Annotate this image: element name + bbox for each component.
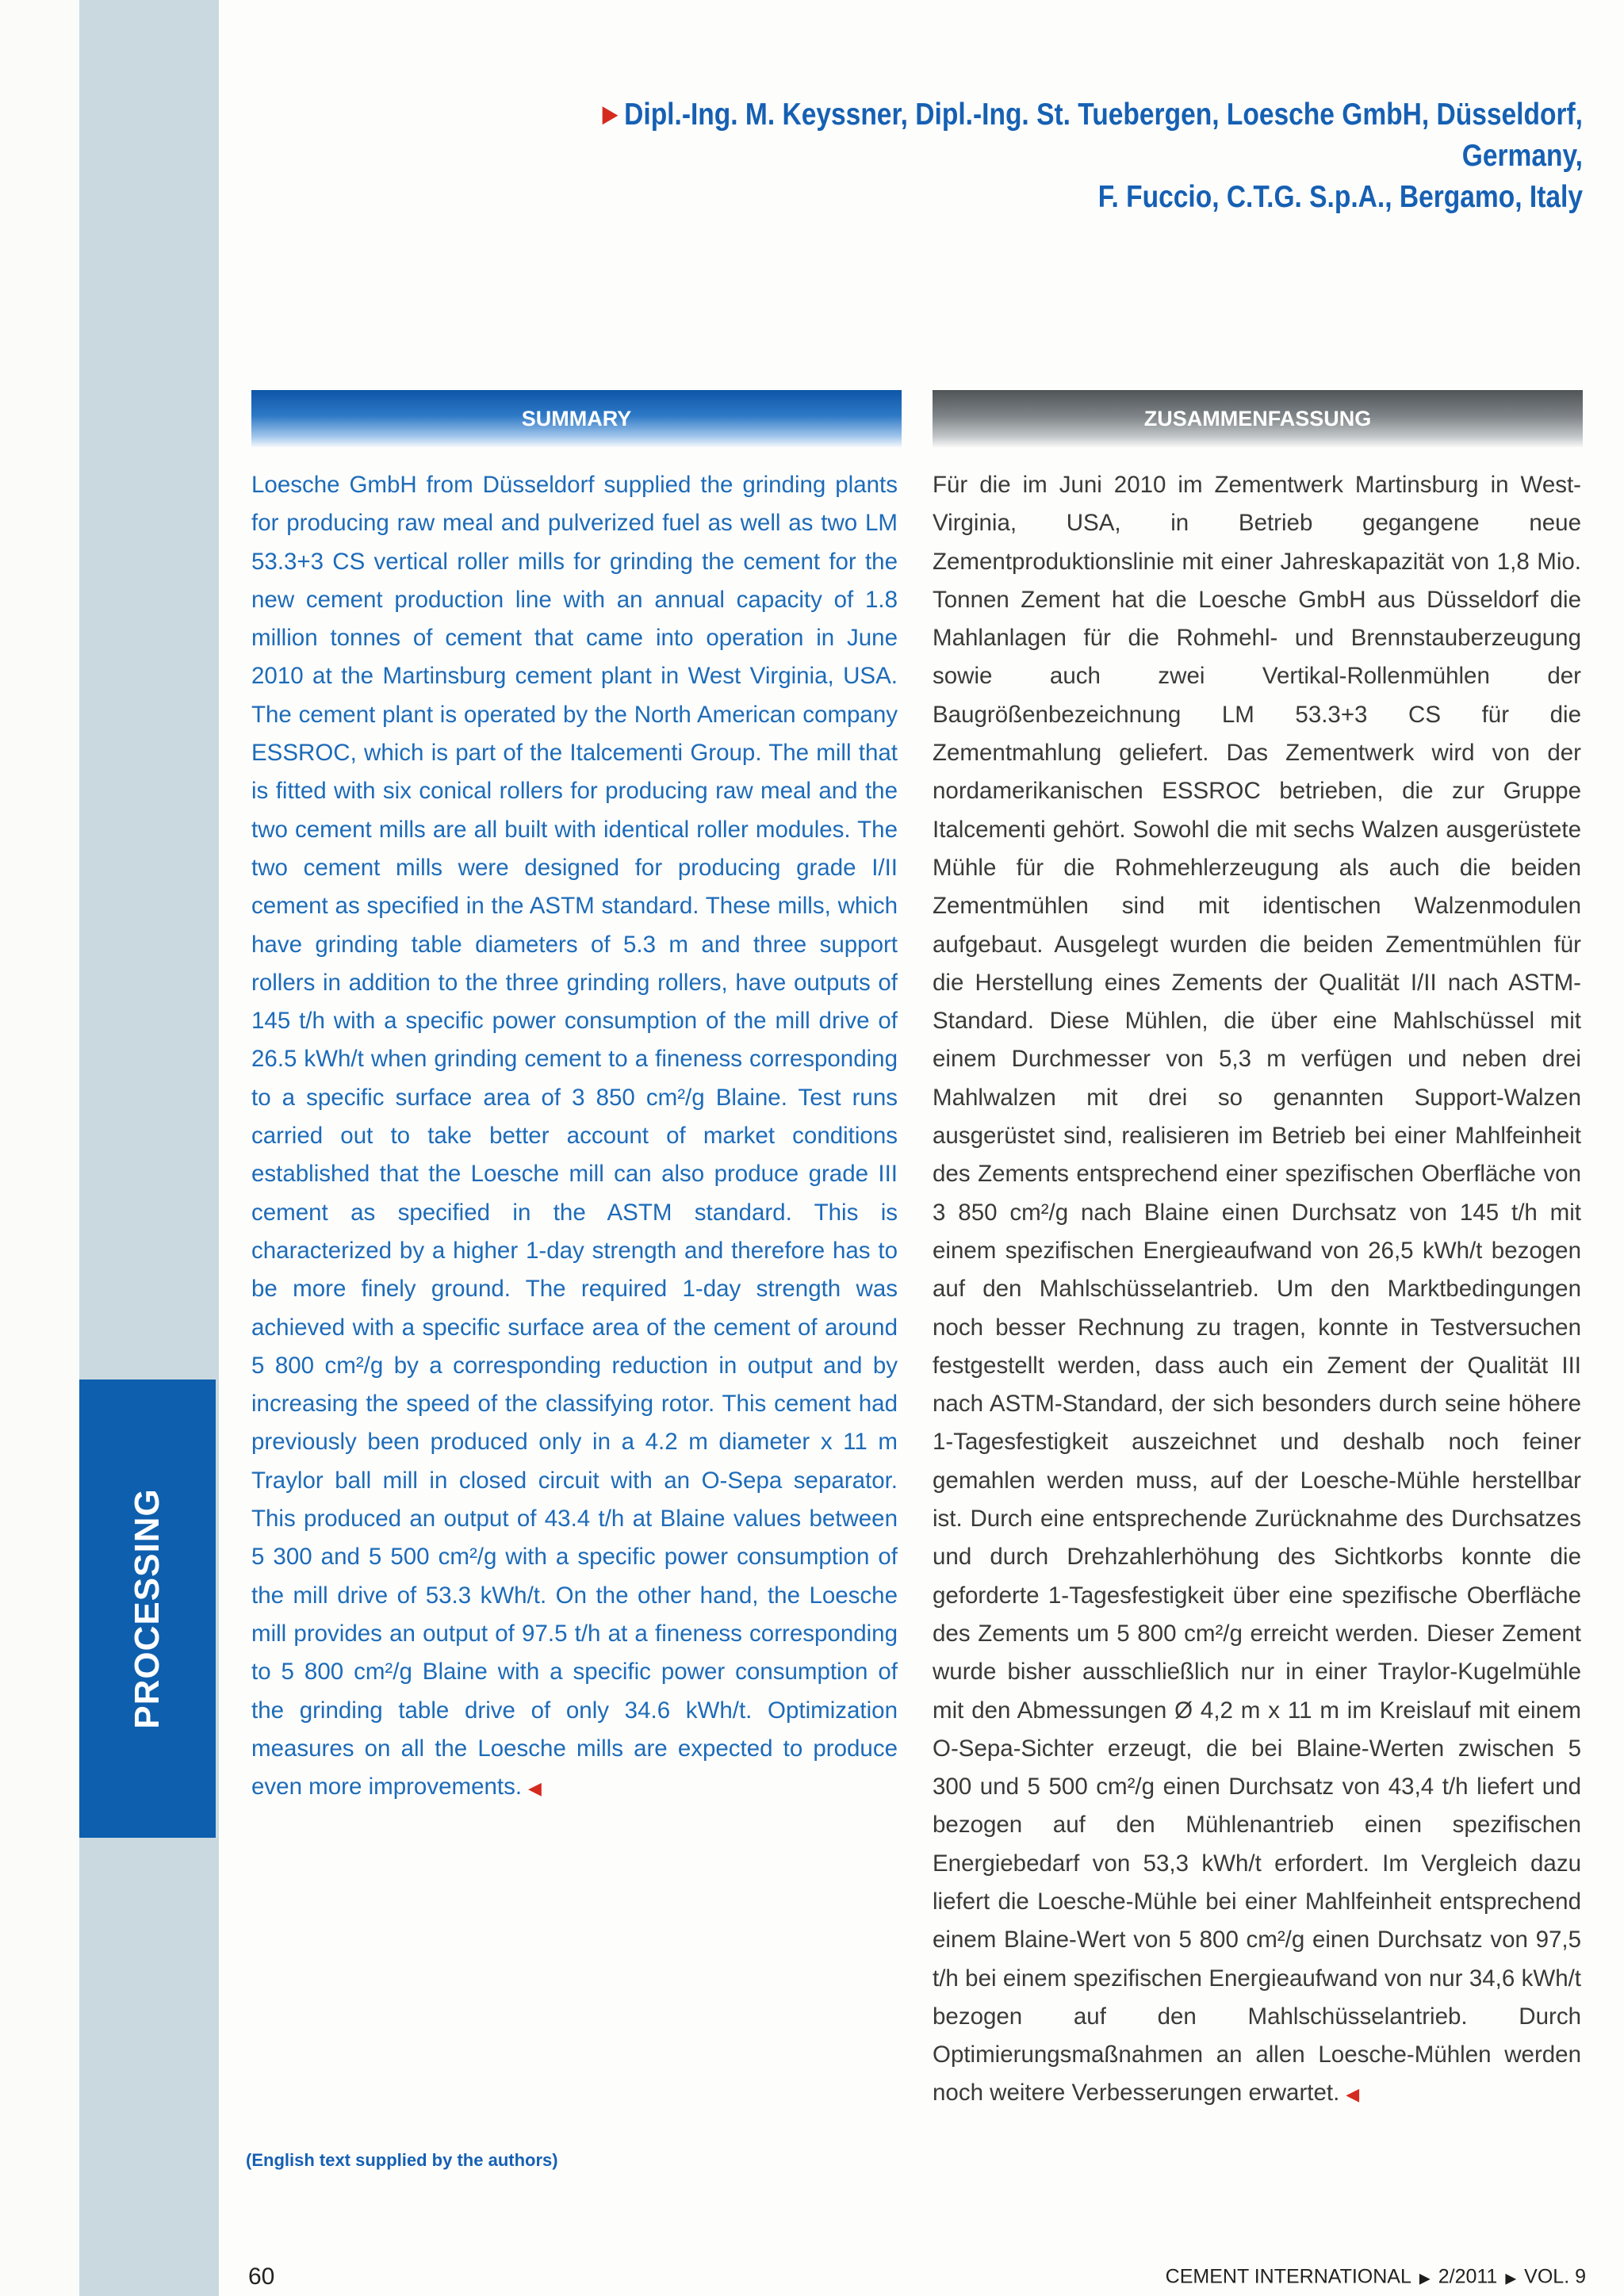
journal-issue: 2/2011 bbox=[1438, 2265, 1498, 2288]
page-number: 60 bbox=[248, 2263, 275, 2290]
zusammenfassung-text: Für die im Juni 2010 im Zementwerk Martinsburg in West-Virginia, USA, in Betrieb gegangene neue Zementproduktionslinie mit einer Jahreskapazität von 1,8 Mio. Tonnen Zement hat die Loesche GmbH aus Düsseldorf die Mahlanlagen für die Rohmehl- und Brennstauberzeugung sowie auch zwei Vertikal-Rollenmühlen der Baugrößenbezeichnung LM 53.3+3 CS für die Zementmahlung geliefert. Das Zementwerk wird von der nordamerikanischen ESSROC betrieben, die zur Gruppe Italcementi gehört. Sowohl die mit sechs Walzen ausgerüstete Mühle für die Rohmehlerzeugung als auch die beiden Zementmühlen sind mit identischen Walzenmodulen aufgebaut. Ausgelegt wurden die beiden Zementmühlen für die Herstellung eines Zements der Qualität I/II nach ASTM-Standard. Diese Mühlen, die über eine Mahlschüssel mit einem Durchmesser von 5,3 m verfügen und neben drei Mahlwalzen mit drei so genannten Support-Walzen ausgerüstet sind, realisieren im Betrieb bei einer Mahlfeinheit des Zements entsprechend einer spezifischen Oberfläche von 3 850 cm²/g nach Blaine einen Durchsatz von 145 t/h mit einem spezifischen Energieaufwand von 26,5 kWh/t bezogen auf den Mahlschüsselantrieb. Um den Marktbedingungen noch besser Rechnung zu tragen, konnte in Testversuchen festgestellt werden, dass auch ein Zement der Qualität III nach ASTM-Standard, der sich besonders durch seine höhere 1-Tagesfestigkeit auszeichnet und deshalb noch feiner gemahlen werden muss, auf der Loesche-Mühle herstellbar ist. Durch eine entsprechende Zurücknahme des Durchsatzes und durch Drehzahlerhöhung des Sichtkorbs konnte die geforderte 1-Tagesfestigkeit über eine spezifische Oberfläche des Zements um 5 800 cm²/g erreicht werden. Dieser Zement wurde bisher ausschließlich nur in einer Traylor-Kugelmühle mit den Abmessungen Ø 4,2 m x 11 m im Kreislauf mit einem O-Sepa-Sichter erzeugt, die bei Blaine-Werten zwischen 5 300 und 5 500 cm²/g einen Durchsatz von 43,4 t/h liefert und bezogen auf den Mühlenantrieb einen spezifischen Energiebedarf von 53,3 kWh/t erfordert. Im Vergleich dazu liefert die Loesche-Mühle bei einer Mahlfeinheit entsprechend einem Blaine-Wert von 5 800 cm²/g einen Durchsatz von 97,5 t/h bei einem spezifischen Energieaufwand von nur 34,6 kWh/t bezogen auf den Mahlschüsselantrieb. Durch Optimierungsmaßnahmen an allen Loesche-Mühlen werden noch weitere Verbesserungen erwartet. bbox=[933, 472, 1581, 2107]
summary-heading-bar bbox=[251, 390, 902, 447]
author-line-1-text: Dipl.-Ing. M. Keyssner, Dipl.-Ing. St. Tuebergen, Loesche GmbH, Düsseldorf, Germany, bbox=[624, 98, 1583, 173]
zusammenfassung-column bbox=[933, 466, 1581, 2114]
summary-column bbox=[251, 466, 898, 1808]
end-mark-icon: ◀ bbox=[1346, 2084, 1360, 2105]
author-line-2: F. Fuccio, C.T.G. S.p.A., Bergamo, Italy bbox=[1097, 180, 1583, 214]
zusammenfassung-heading: ZUSAMMENFASSUNG bbox=[1143, 406, 1372, 430]
footnote: (English text supplied by the authors) bbox=[246, 2150, 558, 2170]
end-mark-icon: ◀ bbox=[528, 1778, 542, 1799]
section-label: PROCESSING bbox=[128, 1488, 167, 1729]
summary-text: Loesche GmbH from Düsseldorf supplied the grinding plants for producing raw meal and pulverized fuel as well as two LM 53.3+3 CS vertical roller mills for grinding the cement for the new cement production line with an annual capacity of 1.8 million tonnes of cement that came into operation in June 2010 at the Martinsburg cement plant in West Virginia, USA. The cement plant is operated by the North American company ESSROC, which is part of the Italcementi Group. The mill that is fitted with six conical rollers for producing raw meal and the two cement mills are all built with identical roller modules. The two cement mills were designed for producing grade I/II cement as specified in the ASTM standard. These mills, which have grinding table diameters of 5.3 m and three support rollers in addition to the three grinding rollers, have outputs of 145 t/h with a specific power consumption of the mill drive of 26.5 kWh/t when grinding cement to a fineness corresponding to a specific surface area of 3 850 cm²/g Blaine. Test runs carried out to take better account of market conditions established that the Loesche mill can also produce grade III cement as specified in the ASTM standard. This is characterized by a higher 1-day strength and therefore has to be more finely ground. The required 1-day strength was achieved with a specific surface area of the cement of around 5 800 cm²/g by a corresponding reduction in output and by increasing the speed of the classifying rotor. This cement had previously been produced only in a 4.2 m diameter x 11 m Traylor ball mill in closed circuit with an O-Sepa separator. This produced an output of 43.4 t/h at Blaine values between 5 300 and 5 500 cm²/g with a specific power consumption of the mill drive of 53.3 kWh/t. On the other hand, the Loesche mill provides an output of 97.5 t/h at a fineness corresponding to 5 800 cm²/g Blaine with a specific power consumption of the grinding table drive of only 34.6 kWh/t. Optimization measures on all the Loesche mills are expected to produce even more improvements. bbox=[251, 472, 898, 1800]
author-line-1 bbox=[519, 94, 1583, 177]
summary-heading: SUMMARY bbox=[521, 406, 632, 430]
journal-volume: VOL. 9 bbox=[1524, 2265, 1586, 2288]
journal-name: CEMENT INTERNATIONAL bbox=[1165, 2265, 1411, 2288]
author-block bbox=[519, 94, 1583, 218]
triangle-right-icon: ▶ bbox=[1505, 2270, 1517, 2286]
page-margin bbox=[0, 0, 79, 2296]
zusammenfassung-heading-bar bbox=[933, 390, 1583, 447]
sidebar-strip bbox=[79, 0, 219, 2296]
triangle-right-icon: ▶ bbox=[603, 101, 618, 126]
journal-footer bbox=[1166, 2266, 1586, 2289]
triangle-right-icon: ▶ bbox=[1419, 2270, 1431, 2286]
